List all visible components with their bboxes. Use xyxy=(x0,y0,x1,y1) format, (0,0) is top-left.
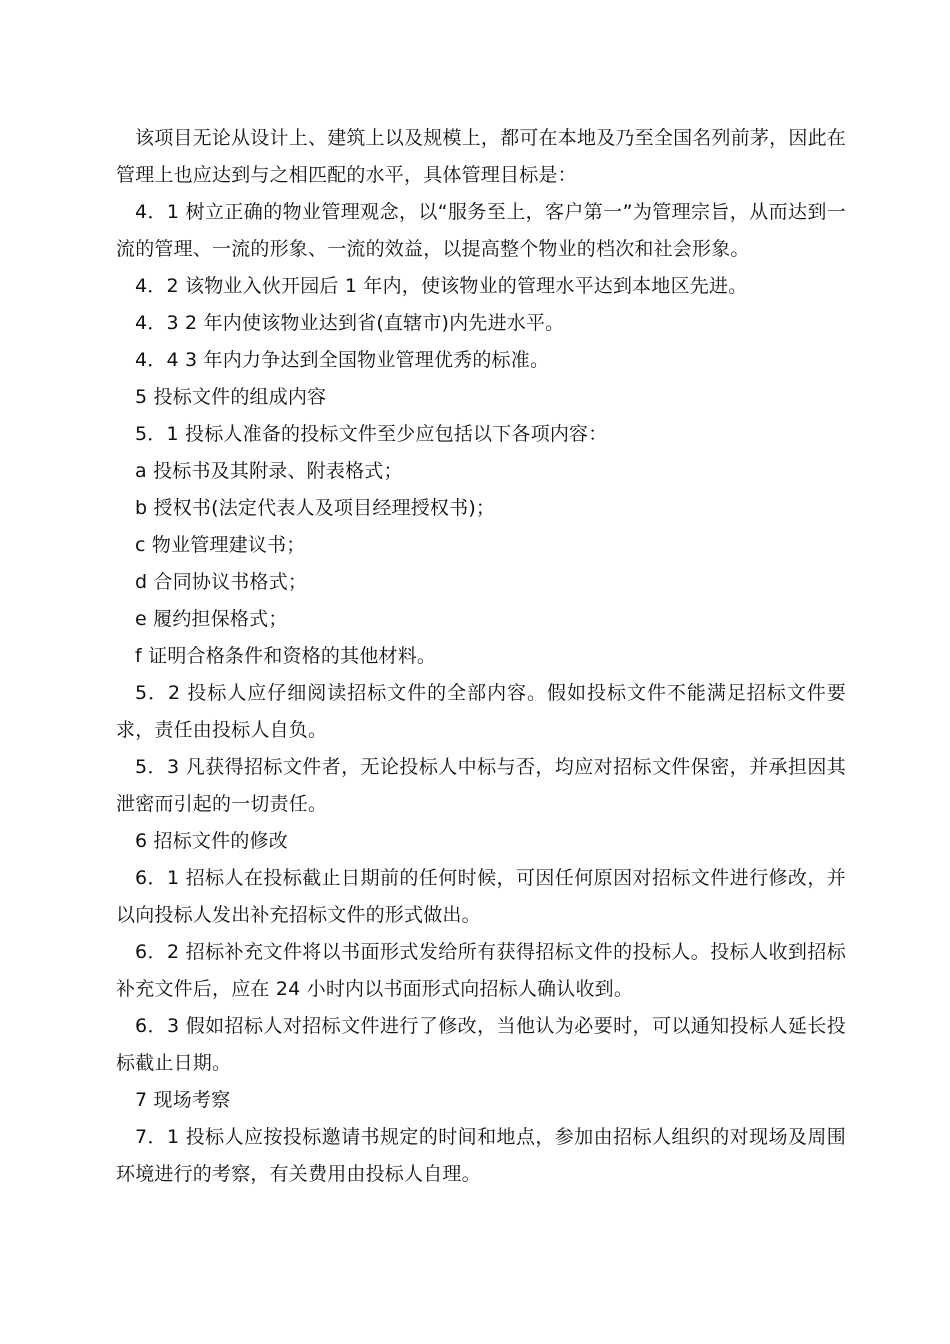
paragraph-4-3: 4．3 2 年内使该物业达到省(直辖市)内先进水平。 xyxy=(135,312,565,334)
paragraph-4-1: 4．1 树立正确的物业管理观念，以“服务至上，客户第一”为管理宗旨，从而达到一流的管理、一流的形象、一流的效益，以提高整个物业的档次和社会形象。 xyxy=(116,201,846,260)
paragraph-6-3: 6．3 假如招标人对招标文件进行了修改，当他认为必要时，可以通知投标人延长投标截止日期。 xyxy=(116,1015,846,1074)
list-item-c: c 物业管理建议书； xyxy=(135,534,306,556)
paragraph-6-2: 6．2 招标补充文件将以书面形式发给所有获得招标文件的投标人。投标人收到招标补充文件后，应在 24 小时内以书面形式向招标人确认收到。 xyxy=(116,941,846,1000)
paragraph-7-1: 7．1 投标人应按投标邀请书规定的时间和地点，参加由招标人组织的对现场及周围环境进行的考察，有关费用由投标人自理。 xyxy=(116,1126,846,1185)
paragraph-5-3: 5．3 凡获得招标文件者，无论投标人中标与否，均应对招标文件保密，并承担因其泄密而引起的一切责任。 xyxy=(116,756,846,815)
section-heading-7: 7 现场考察 xyxy=(135,1089,231,1111)
paragraph-intro: 该项目无论从设计上、建筑上以及规模上，都可在本地及乃至全国名列前茅，因此在管理上也应达到与之相匹配的水平，具体管理目标是： xyxy=(116,127,846,186)
document-body xyxy=(116,120,846,1193)
paragraph-6-1: 6．1 招标人在投标截止日期前的任何时候，可因任何原因对招标文件进行修改，并以向投标人发出补充招标文件的形式做出。 xyxy=(116,867,846,926)
list-item-a: a 投标书及其附录、附表格式； xyxy=(135,460,403,482)
paragraph-5-2: 5．2 投标人应仔细阅读招标文件的全部内容。假如投标文件不能满足招标文件要求，责任由投标人自负。 xyxy=(116,682,846,741)
section-heading-5: 5 投标文件的组成内容 xyxy=(135,386,327,408)
list-item-d: d 合同协议书格式； xyxy=(135,571,308,593)
list-item-b: b 授权书(法定代表人及项目经理授权书)； xyxy=(135,497,496,519)
paragraph-4-4: 4．4 3 年内力争达到全国物业管理优秀的标准。 xyxy=(135,349,550,371)
list-item-e: e 履约担保格式； xyxy=(135,608,288,630)
paragraph-5-1: 5．1 投标人准备的投标文件至少应包括以下各项内容： xyxy=(135,423,608,445)
paragraph-4-2: 4．2 该物业入伙开园后 1 年内，使该物业的管理水平达到本地区先进。 xyxy=(135,275,748,297)
list-item-f: f 证明合格条件和资格的其他材料。 xyxy=(135,645,437,667)
section-heading-6: 6 招标文件的修改 xyxy=(135,830,288,852)
